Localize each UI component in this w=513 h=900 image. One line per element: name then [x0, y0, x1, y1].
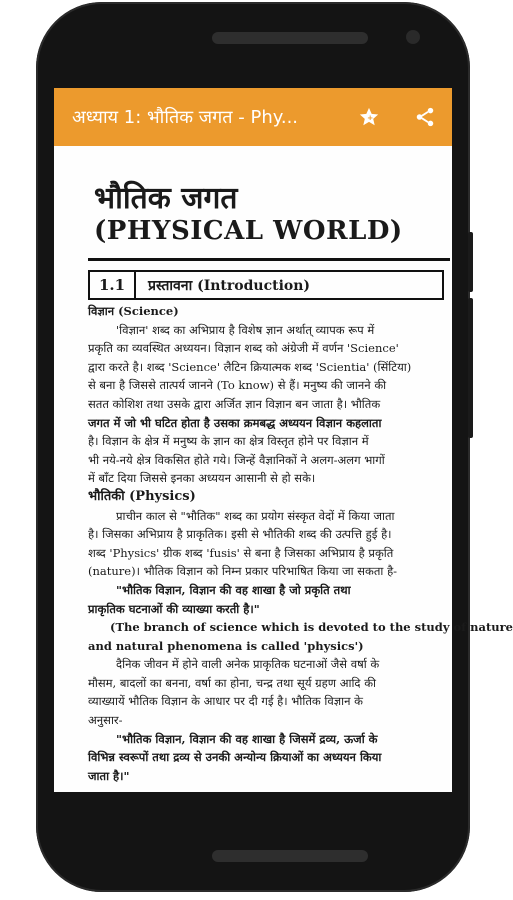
- para-line: है। विज्ञान के क्षेत्र में मनुष्य के ज्ञान का क्षेत्र विस्तृत होने पर विज्ञान में: [88, 434, 369, 449]
- para-line: भी नये-नये क्षेत्र विकसित होते गये। जिन्हें वैज्ञानिकों ने अलग-अलग भागों: [88, 452, 385, 467]
- para-line: से बना है जिससे तात्पर्य जानने (To know) से हैं। मनुष्य की जानने की: [88, 378, 387, 393]
- screen: [54, 88, 513, 792]
- share-icon[interactable]: [410, 102, 440, 132]
- section-label: प्रस्तावना (Introduction): [148, 278, 311, 294]
- app-bar: [54, 88, 452, 146]
- section-box: [88, 270, 444, 300]
- para-line: प्राचीन काल से "भौतिक" शब्द का प्रयोग संस्कृत वेदों में किया जाता: [116, 508, 395, 523]
- power-button: [468, 232, 473, 292]
- para-line: व्याख्यायें भौतिक विज्ञान के आधार पर दी गई है। भौतिक विज्ञान के: [88, 694, 363, 709]
- para-line: अनुसार-: [88, 713, 123, 728]
- para-line: जगत में जो भी घटित होता है उसका क्रमबद्ध अध्ययन विज्ञान कहलाता: [88, 415, 382, 430]
- quote-line: विभिन्न स्वरूपों तथा द्रव्य से उनकी अन्योन्य क्रियाओं का अध्ययन किया: [88, 750, 382, 765]
- para-line: (nature)। भौतिक विज्ञान को निम्न प्रकार परिभाषित किया जा सकता है-: [88, 564, 398, 579]
- para-line: प्रकृति का व्यवस्थित अध्ययन। विज्ञान शब्द को अंग्रेजी में वर्णन 'Science': [88, 341, 399, 356]
- quote-line: "भौतिक विज्ञान, विज्ञान की वह शाखा है जो प्रकृति तथा: [116, 582, 351, 597]
- quote-line: जाता है।": [88, 768, 130, 783]
- subheading-physics: भौतिकी (Physics): [88, 488, 196, 504]
- earpiece-speaker: [212, 32, 368, 44]
- para-line: सतत कोशिश तथा उसके द्वारा अर्जित ज्ञान विज्ञान बन जाता है। भौतिक: [88, 396, 381, 411]
- english-quote-line: (The branch of science which is devoted to the study of nature: [110, 620, 513, 635]
- front-camera: [406, 30, 420, 44]
- book-page[interactable]: [54, 146, 513, 792]
- bottom-speaker: [212, 850, 368, 862]
- para-line: मौसम, बादलों का बनना, वर्षा का होना, चन्द्र तथा सूर्य ग्रहण आदि की: [88, 675, 377, 690]
- english-quote-line: and natural phenomena is called 'physics'): [88, 638, 364, 653]
- svg-text:+: +: [367, 112, 374, 122]
- para-line: 'विज्ञान' शब्द का अभिप्राय है विशेष ज्ञान अर्थात् व्यापक रूप में: [116, 322, 375, 337]
- quote-line: प्राकृतिक घटनाओं की व्याख्या करती है।": [88, 601, 260, 616]
- heading-hindi: भौतिक जगत: [94, 181, 238, 216]
- volume-button: [468, 298, 473, 438]
- star-bookmark-icon[interactable]: [354, 102, 384, 132]
- para-line: में बाँट दिया जिससे इनका अध्ययन आसानी से हो सके।: [88, 471, 316, 486]
- subheading-science: विज्ञान (Science): [88, 304, 179, 318]
- section-number: 1.1: [90, 272, 136, 298]
- para-line: दैनिक जीवन में होने वाली अनेक प्राकृतिक घटनाओं जैसे वर्षा के: [116, 657, 380, 672]
- para-line: है। जिसका अभिप्राय है प्राकृतिक। इसी से भौतिकी शब्द की उत्पत्ति हुई है।: [88, 527, 392, 542]
- chapter-title: अध्याय 1: भौतिक जगत - Phy...: [72, 107, 299, 128]
- quote-line: "भौतिक विज्ञान, विज्ञान की वह शाखा है जिसमें द्रव्य, ऊर्जा के: [116, 731, 378, 746]
- heading-rule: [88, 258, 450, 261]
- para-line: द्वारा करते है। शब्द 'Science' लैटिन क्रियात्मक शब्द 'Scientia' (सिंटिया): [88, 359, 412, 374]
- heading-english: (PHYSICAL WORLD): [94, 216, 403, 246]
- para-line: शब्द 'Physics' ग्रीक शब्द 'fusis' से बना है जिसका अभिप्राय है प्रकृति: [88, 545, 394, 560]
- page-body: [88, 302, 513, 785]
